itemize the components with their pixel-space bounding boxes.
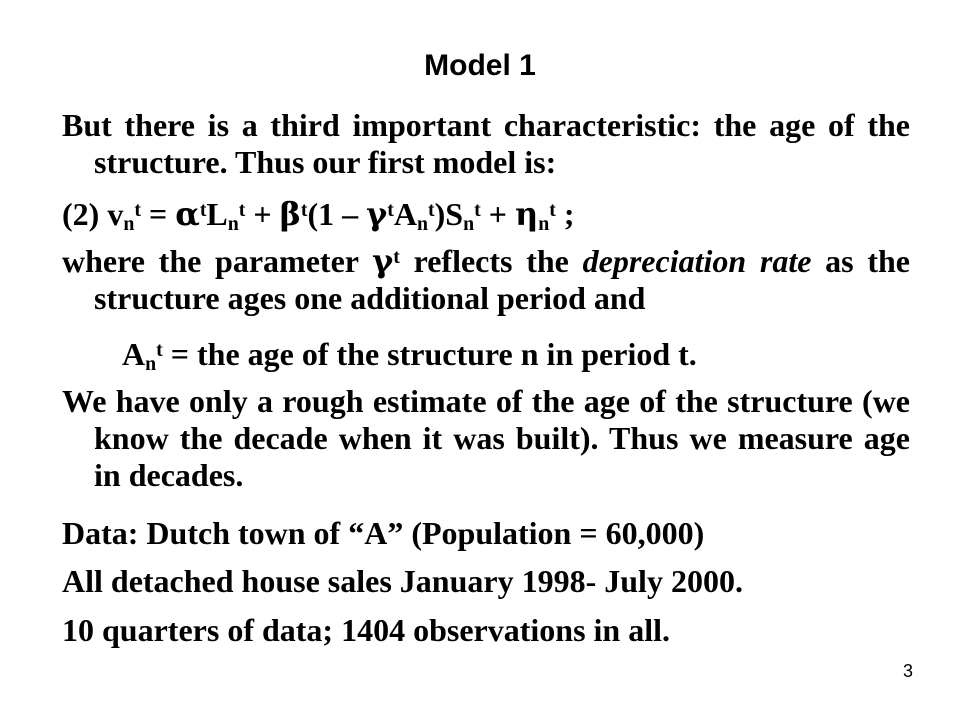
definition-age: $A_n^t$ = the age of the structure n in period t. xyxy=(122,336,697,375)
equation-2: (2) $v_n^t = \alpha^tL_n^t + \beta^t(1 - \gamma^tA_n^t)S_n^t + \eta_n^t$ ; xyxy=(62,195,575,235)
paragraph-parameter: where the parameter $\gamma^t$ reflects the depreciation rate as the structure ages one additional period and xyxy=(62,242,911,316)
paragraph-estimate: We have only a rough estimate of the age of the structure (we know the decade when it was built). Thus we measure age in decades. xyxy=(62,383,910,493)
paragraph-intro: But there is a third important characteristic: the age of the structure. Thus our first model is: xyxy=(62,107,910,180)
page-number: 3 xyxy=(902,661,913,681)
slide-title: Model 1 xyxy=(424,49,536,82)
observations-line: 10 quarters of data; 1404 observations in all. xyxy=(62,612,670,648)
data-source-line: Data: Dutch town of “A” (Population = 60,000) xyxy=(62,515,705,551)
sales-period-line: All detached house sales January 1998- July 2000. xyxy=(62,563,743,599)
